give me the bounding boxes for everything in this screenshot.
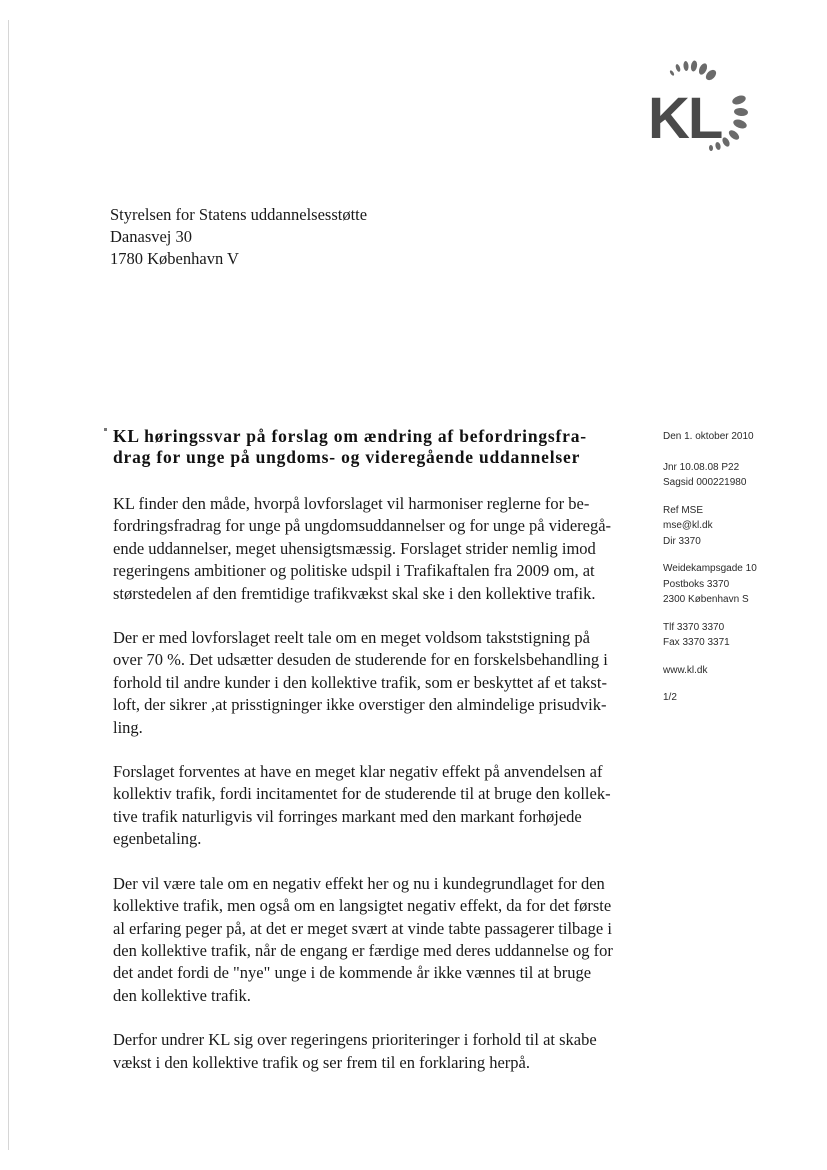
- subject-heading: [113, 426, 633, 468]
- page-number-block: [663, 690, 813, 706]
- logo-wordmark: KL: [648, 86, 722, 151]
- postal-address: [663, 561, 813, 608]
- body-line: Forslaget forventes at have en meget klar negativ effekt på anvendelsen af: [113, 762, 603, 782]
- body-line: KL finder den måde, hvorpå lovforslaget vil harmoniser reglerne for be-: [113, 494, 590, 513]
- body-line: tive trafik naturligvis vil forringes markant med den markant forhøjede: [113, 806, 582, 826]
- body-paragraph: [113, 493, 625, 605]
- body-line: Der vil være tale om en negativ effekt her og nu i kundegrundlaget for den: [113, 873, 605, 893]
- contact-person: [663, 503, 813, 550]
- website-link[interactable]: www.kl.dk: [663, 664, 708, 676]
- kl-logo: [648, 60, 758, 160]
- subject-line: drag for unge på ungdoms- og videregående uddannelser: [113, 447, 581, 467]
- body-line: loft, der sikrer ,at prisstigninger ikke overstiger den almindelige prisudvik-: [113, 695, 607, 715]
- body-line: Derfor undrer KL sig over regeringens prioriteringer i forhold til at skabe: [113, 1030, 597, 1050]
- address-line: Styrelsen for Statens uddannelsesstøtte: [110, 205, 368, 224]
- body-line: størstedelen af den fremtidige trafikvækst skal ske i den kollektive trafik.: [113, 583, 596, 603]
- body-line: ende uddannelser, meget uhensigtsmæssig. Forslaget strider nemlig imod: [113, 538, 596, 558]
- po-box: Postboks 3370: [663, 578, 730, 590]
- body-paragraph: [113, 627, 625, 739]
- body-line: egenbetaling.: [113, 829, 202, 849]
- letter-date: Den 1. oktober 2010: [663, 431, 754, 442]
- journal-number: Jnr 10.08.08 P22: [663, 461, 740, 473]
- fax: Fax 3370 3371: [663, 637, 730, 648]
- margin-rule: [8, 20, 9, 1150]
- body-paragraph: [113, 1029, 625, 1074]
- website-block: [663, 663, 813, 679]
- body-line: regeringens ambitioner og politiske udspil i Trafikaftalen fra 2009 om, at: [113, 561, 595, 581]
- page-number: 1/2: [663, 692, 677, 703]
- body-paragraph: [113, 761, 625, 851]
- letter-sidebar: [663, 429, 813, 718]
- contact-email[interactable]: mse@kl.dk: [663, 520, 713, 531]
- reference-initials: Ref MSE: [663, 504, 704, 516]
- direct-phone: Dir 3370: [663, 535, 701, 547]
- address-line: 1780 København V: [110, 249, 239, 268]
- body-line: vækst i den kollektive trafik og ser frem til en forklaring herpå.: [113, 1052, 530, 1072]
- body-line: den kollektive trafik, når de engang er færdige med deres uddannelse og for: [113, 940, 613, 960]
- telephone: Tlf 3370 3370: [663, 621, 725, 633]
- subject-marker: [104, 428, 107, 431]
- body-line: ling.: [113, 717, 143, 737]
- body-line: Der er med lovforslaget reelt tale om en meget voldsom takststigning på: [113, 628, 590, 648]
- date-block: [663, 429, 813, 445]
- subject-line: KL høringssvar på forslag om ændring af befordringsfra-: [113, 426, 587, 446]
- body-line: al erfaring peger på, at det er meget svært at vinde tabte passagerer tilbage i: [113, 918, 612, 938]
- body-line: kollektive trafik, men også om en langsigtet negativ effekt, da for det første: [113, 896, 612, 916]
- phone-numbers: [663, 620, 813, 651]
- body-line: fordringsfradrag for unge på ungdomsuddannelser og for unge på videregå-: [113, 516, 612, 536]
- body-paragraph: [113, 873, 625, 1007]
- body-line: forhold til andre kunder i den kollektive trafik, som er beskyttet af et takst-: [113, 672, 607, 692]
- recipient-address: [110, 204, 367, 270]
- body-line: det andet fordi de "nye" unge i de kommende år ikke vænnes til at bruge: [113, 963, 592, 983]
- letter-body: [113, 493, 625, 1096]
- reference-numbers: [663, 460, 813, 491]
- body-line: den kollektive trafik.: [113, 985, 251, 1005]
- address-line: Danasvej 30: [110, 227, 193, 246]
- postal-city: 2300 København S: [663, 594, 749, 605]
- street-address: Weidekampsgade 10: [663, 563, 757, 574]
- body-line: over 70 %. Det udsætter desuden de studerende for en forskelsbehandling i: [113, 650, 608, 670]
- body-line: kollektiv trafik, fordi incitamentet for de studerende til at bruge den kollek-: [113, 784, 611, 804]
- case-id: Sagsid 000221980: [663, 477, 747, 488]
